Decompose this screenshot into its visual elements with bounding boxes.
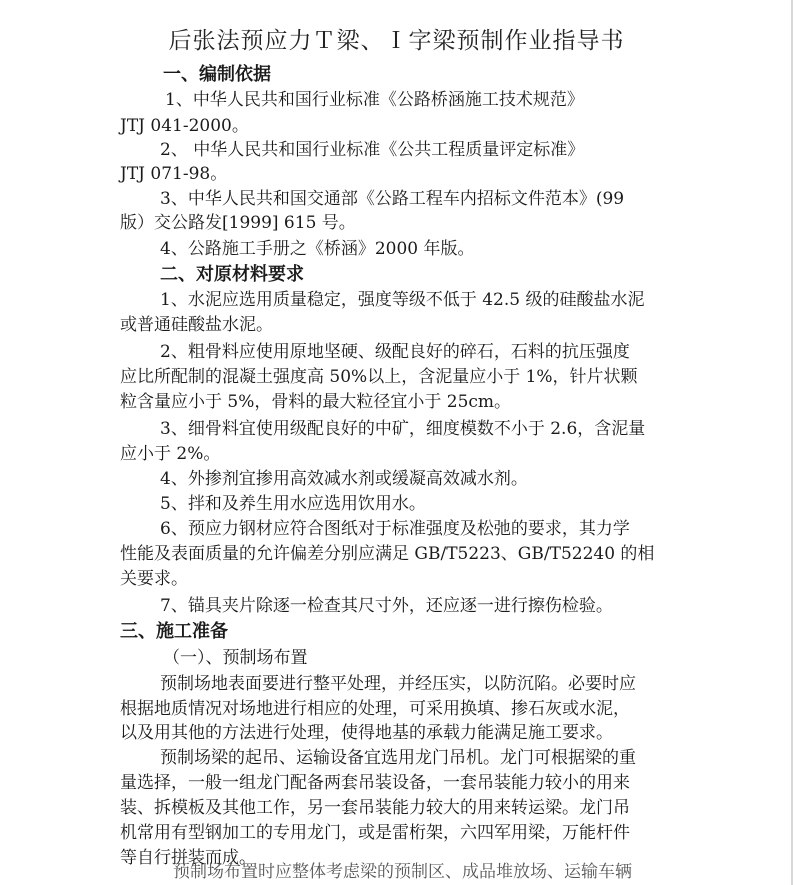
paragraph-line: 5、拌和及养生用水应选用饮用水。: [160, 494, 426, 514]
paragraph-line: 1、中华人民共和国行业标准《公路桥涵施工技术规范》: [165, 90, 584, 110]
paragraph-line: 根据地质情况对场地进行相应的处理，可采用换填、掺石灰或水泥，: [120, 699, 630, 719]
paragraph-line: 3、中华人民共和国交通部《公路工程车内招标文件范本》(99: [160, 189, 625, 209]
paragraph-line: 预制场地表面要进行整平处理，并经压实，以防沉陷。必要时应: [160, 674, 636, 694]
paragraph-line: 等自行拼装而成。: [120, 848, 256, 868]
paragraph-line: 粒含量应小于 5%，骨料的最大粒径宜小于 25cm。: [120, 392, 512, 412]
paragraph-line: 应小于 2%。: [120, 444, 221, 464]
cut-off-line: 预制场布置时应整体考虑梁的预制区、成品堆放场、运输车辆: [173, 862, 632, 882]
section-heading: 三、施工准备: [120, 621, 228, 642]
paragraph-line: 2、粗骨料应使用原地坚硬、级配良好的碎石，石料的抗压强度: [160, 342, 630, 362]
section-heading: 一、编制依据: [163, 64, 271, 85]
paragraph-line: 或普通硅酸盐水泥。: [120, 315, 273, 335]
paragraph-line: 性能及表面质量的允许偏差分别应满足 GB/T5223、GB/T52240 的相: [120, 544, 655, 564]
paragraph-line: 7、锚具夹片除逐一检查其尺寸外，还应逐一进行擦伤检验。: [160, 596, 613, 616]
paragraph-line: 关要求。: [120, 569, 188, 589]
paragraph-line: JTJ 041-2000。: [120, 116, 249, 136]
paragraph-line: 4、外掺剂宜掺用高效减水剂或缓凝高效减水剂。: [160, 469, 528, 489]
paragraph-line: 应比所配制的混凝土强度高 50%以上，含泥量应小于 1%，针片状颗: [120, 367, 638, 387]
paragraph-line: 3、细骨料宜使用级配良好的中矿，细度模数不小于 2.6，含泥量: [160, 419, 646, 439]
paragraph-line: （一）、预制场布置: [163, 648, 308, 668]
paragraph-line: 装、拆模板及其他工作，另一套吊装能力较大的用来转运梁。龙门吊: [120, 798, 630, 818]
paragraph-line: JTJ 071-98。: [120, 164, 228, 184]
paragraph-line: 预制场梁的起吊、运输设备宜选用龙门吊机。龙门可根据梁的重: [160, 748, 636, 768]
paragraph-line: 机常用有型钢加工的专用龙门，或是雷桁架，六四军用梁，万能杆件: [120, 823, 630, 843]
page-title: 后张法预应力Ｔ梁、Ｉ字梁预制作业指导书: [168, 28, 625, 54]
paragraph-line: 量选择，一般一组龙门配备两套吊装设备，一套吊装能力较小的用来: [120, 773, 630, 793]
paragraph-line: 2、 中华人民共和国行业标准《公共工程质量评定标准》: [160, 140, 585, 160]
cut-off-region: [0, 862, 793, 885]
paragraph-line: 1、水泥应选用质量稳定，强度等级不低于 42.5 级的硅酸盐水泥: [160, 290, 645, 310]
paragraph-line: 版）交公路发[1999] 615 号。: [120, 213, 356, 233]
paragraph-line: 以及用其他的方法进行处理，使得地基的承载力能满足施工要求。: [120, 723, 613, 743]
section-heading: 二、对原材料要求: [160, 264, 304, 285]
paragraph-line: 6、预应力钢材应符合图纸对于标准强度及松弛的要求，其力学: [160, 519, 630, 539]
paragraph-line: 4、公路施工手册之《桥涵》2000 年版。: [160, 239, 475, 259]
